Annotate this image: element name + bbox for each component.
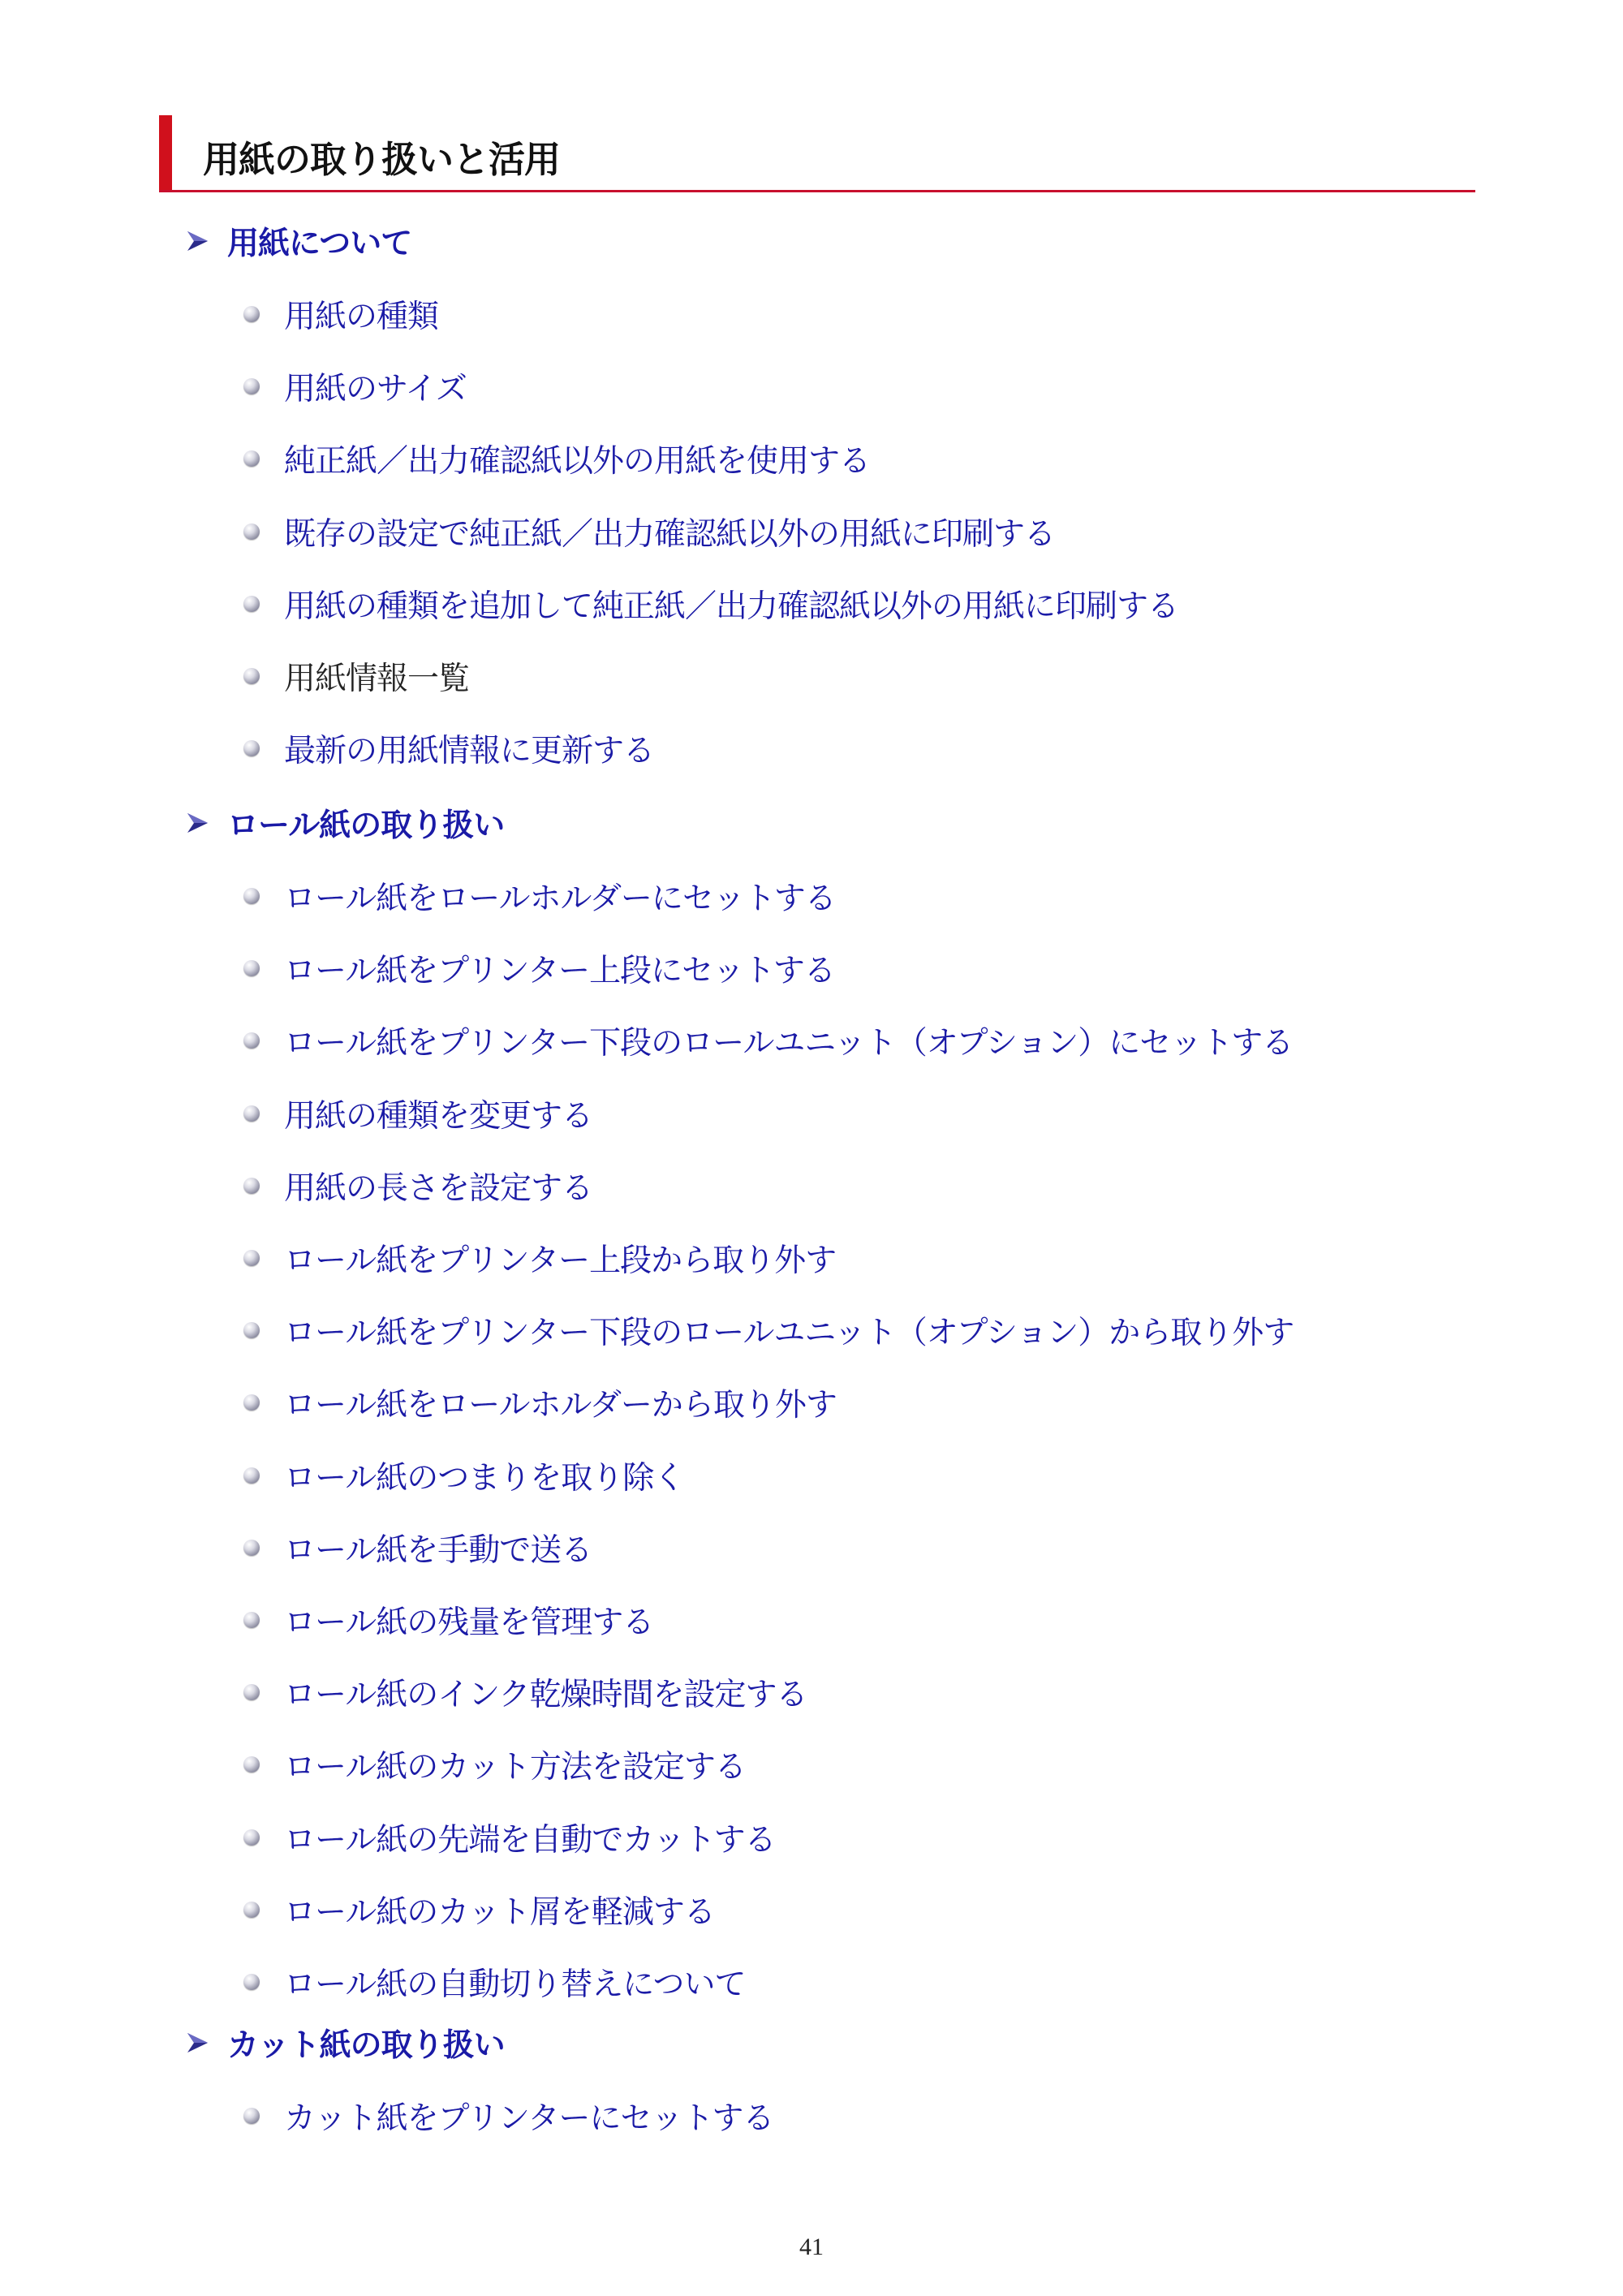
section-heading-label: カット紙の取り扱い — [227, 2027, 505, 2064]
toc-item-label: 用紙情報一覧 — [284, 661, 470, 697]
toc-list-item[interactable] — [243, 1960, 745, 2004]
bullet-icon — [243, 306, 260, 322]
bullet-icon — [243, 450, 260, 467]
section-heading-link[interactable] — [185, 219, 411, 263]
bullet-icon — [243, 2108, 260, 2124]
toc-item-label: ロール紙をロールホルダーにセットする — [284, 881, 836, 917]
toc-item-label: ロール紙のカット屑を軽減する — [284, 1893, 715, 1931]
toc-list-item[interactable] — [243, 1019, 1293, 1062]
toc-list-item[interactable] — [243, 1526, 592, 1570]
chevron-right-icon — [185, 810, 211, 836]
page-number: 41 — [799, 2234, 824, 2260]
bullet-icon — [243, 1756, 260, 1773]
bullet-icon — [243, 1540, 260, 1556]
toc-list-item[interactable] — [243, 1742, 746, 1786]
bullet-icon — [243, 1612, 260, 1628]
toc-list-item[interactable] — [243, 364, 467, 408]
chevron-right-icon — [185, 2030, 211, 2056]
section-heading-link[interactable] — [185, 2021, 505, 2065]
toc-item-label: 用紙の長さを設定する — [284, 1170, 593, 1207]
toc-list-item[interactable] — [243, 1381, 837, 1424]
chevron-right-icon — [185, 228, 211, 254]
bullet-icon — [243, 888, 260, 904]
toc-list-item[interactable] — [243, 582, 1178, 626]
page-title: 用紙の取り扱いと活用 — [203, 138, 561, 181]
toc-list-item[interactable] — [243, 874, 836, 918]
toc-item-label: 用紙の種類 — [284, 299, 439, 335]
bullet-icon — [243, 1105, 260, 1122]
bullet-icon — [243, 1902, 260, 1918]
toc-item-label: ロール紙のカット方法を設定する — [284, 1749, 746, 1786]
bullet-icon — [243, 1829, 260, 1846]
toc-item-label: ロール紙をプリンター上段から取り外す — [284, 1243, 837, 1279]
toc-list-item[interactable] — [243, 510, 1055, 554]
toc-list-item[interactable] — [243, 1454, 684, 1497]
toc-item-label: ロール紙をプリンター下段のロールユニット（オプション）から取り外す — [284, 1315, 1294, 1352]
toc-list-item[interactable] — [243, 2094, 773, 2138]
toc-item-label: カット紙をプリンターにセットする — [284, 2100, 774, 2137]
bullet-icon — [243, 1684, 260, 1700]
bullet-icon — [243, 1974, 260, 1990]
toc-item-label: 用紙のサイズ — [284, 371, 467, 408]
bullet-icon — [243, 523, 260, 540]
toc-item-label: 純正紙／出力確認紙以外の用紙を使用する — [284, 443, 871, 480]
toc-item-label: 最新の用紙情報に更新する — [284, 733, 655, 770]
toc-item-label: ロール紙の自動切り替えについて — [284, 1966, 746, 2003]
bullet-icon — [243, 1394, 260, 1411]
toc-item-label: ロール紙のつまりを取り除く — [284, 1459, 685, 1497]
toc-item-label: ロール紙をロールホルダーから取り外す — [284, 1387, 837, 1424]
toc-item-label: ロール紙の先端を自動でカットする — [284, 1821, 776, 1859]
bullet-icon — [243, 1032, 260, 1049]
toc-item-label: ロール紙を手動で送る — [284, 1531, 592, 1569]
toc-list-item[interactable] — [243, 437, 870, 480]
toc-list-item[interactable] — [243, 1236, 836, 1280]
toc-list-item[interactable] — [243, 726, 654, 770]
page-title-header — [159, 115, 1475, 192]
bullet-icon — [243, 1250, 260, 1266]
toc-item-label: 既存の設定で純正紙／出力確認紙以外の用紙に印刷する — [284, 515, 1056, 553]
toc-list-item[interactable] — [243, 1888, 715, 1932]
toc-item-label: ロール紙をプリンター上段にセットする — [284, 953, 835, 990]
toc-list-item[interactable] — [243, 1816, 776, 1859]
toc-item-label: ロール紙の残量を管理する — [284, 1605, 654, 1641]
bullet-icon — [243, 960, 260, 976]
toc-item-label: ロール紙のインク乾燥時間を設定する — [284, 1677, 807, 1714]
toc-list-item — [243, 654, 469, 698]
toc-list-item[interactable] — [243, 1308, 1294, 1352]
toc-list-item[interactable] — [243, 292, 438, 336]
title-accent-bar — [159, 115, 172, 190]
bullet-icon — [243, 1178, 260, 1194]
toc-item-label: ロール紙をプリンター下段のロールユニット（オプション）にセットする — [284, 1025, 1294, 1062]
toc-item-label: 用紙の種類を変更する — [284, 1097, 593, 1135]
bullet-icon — [243, 378, 260, 394]
toc-list-item[interactable] — [243, 1670, 807, 1714]
section-heading-label: 用紙について — [227, 226, 412, 262]
toc-list-item[interactable] — [243, 1164, 592, 1208]
section-heading-label: ロール紙の取り扱い — [227, 808, 505, 844]
toc-list-item[interactable] — [243, 1598, 653, 1642]
bullet-icon — [243, 1467, 260, 1484]
bullet-icon — [243, 740, 260, 756]
toc-item-label: 用紙の種類を追加して純正紙／出力確認紙以外の用紙に印刷する — [284, 588, 1179, 625]
bullet-icon — [243, 596, 260, 612]
toc-list-item[interactable] — [243, 946, 835, 990]
bullet-icon — [243, 668, 260, 684]
section-heading-link[interactable] — [185, 801, 504, 845]
bullet-icon — [243, 1322, 260, 1338]
toc-list-item[interactable] — [243, 1092, 592, 1135]
